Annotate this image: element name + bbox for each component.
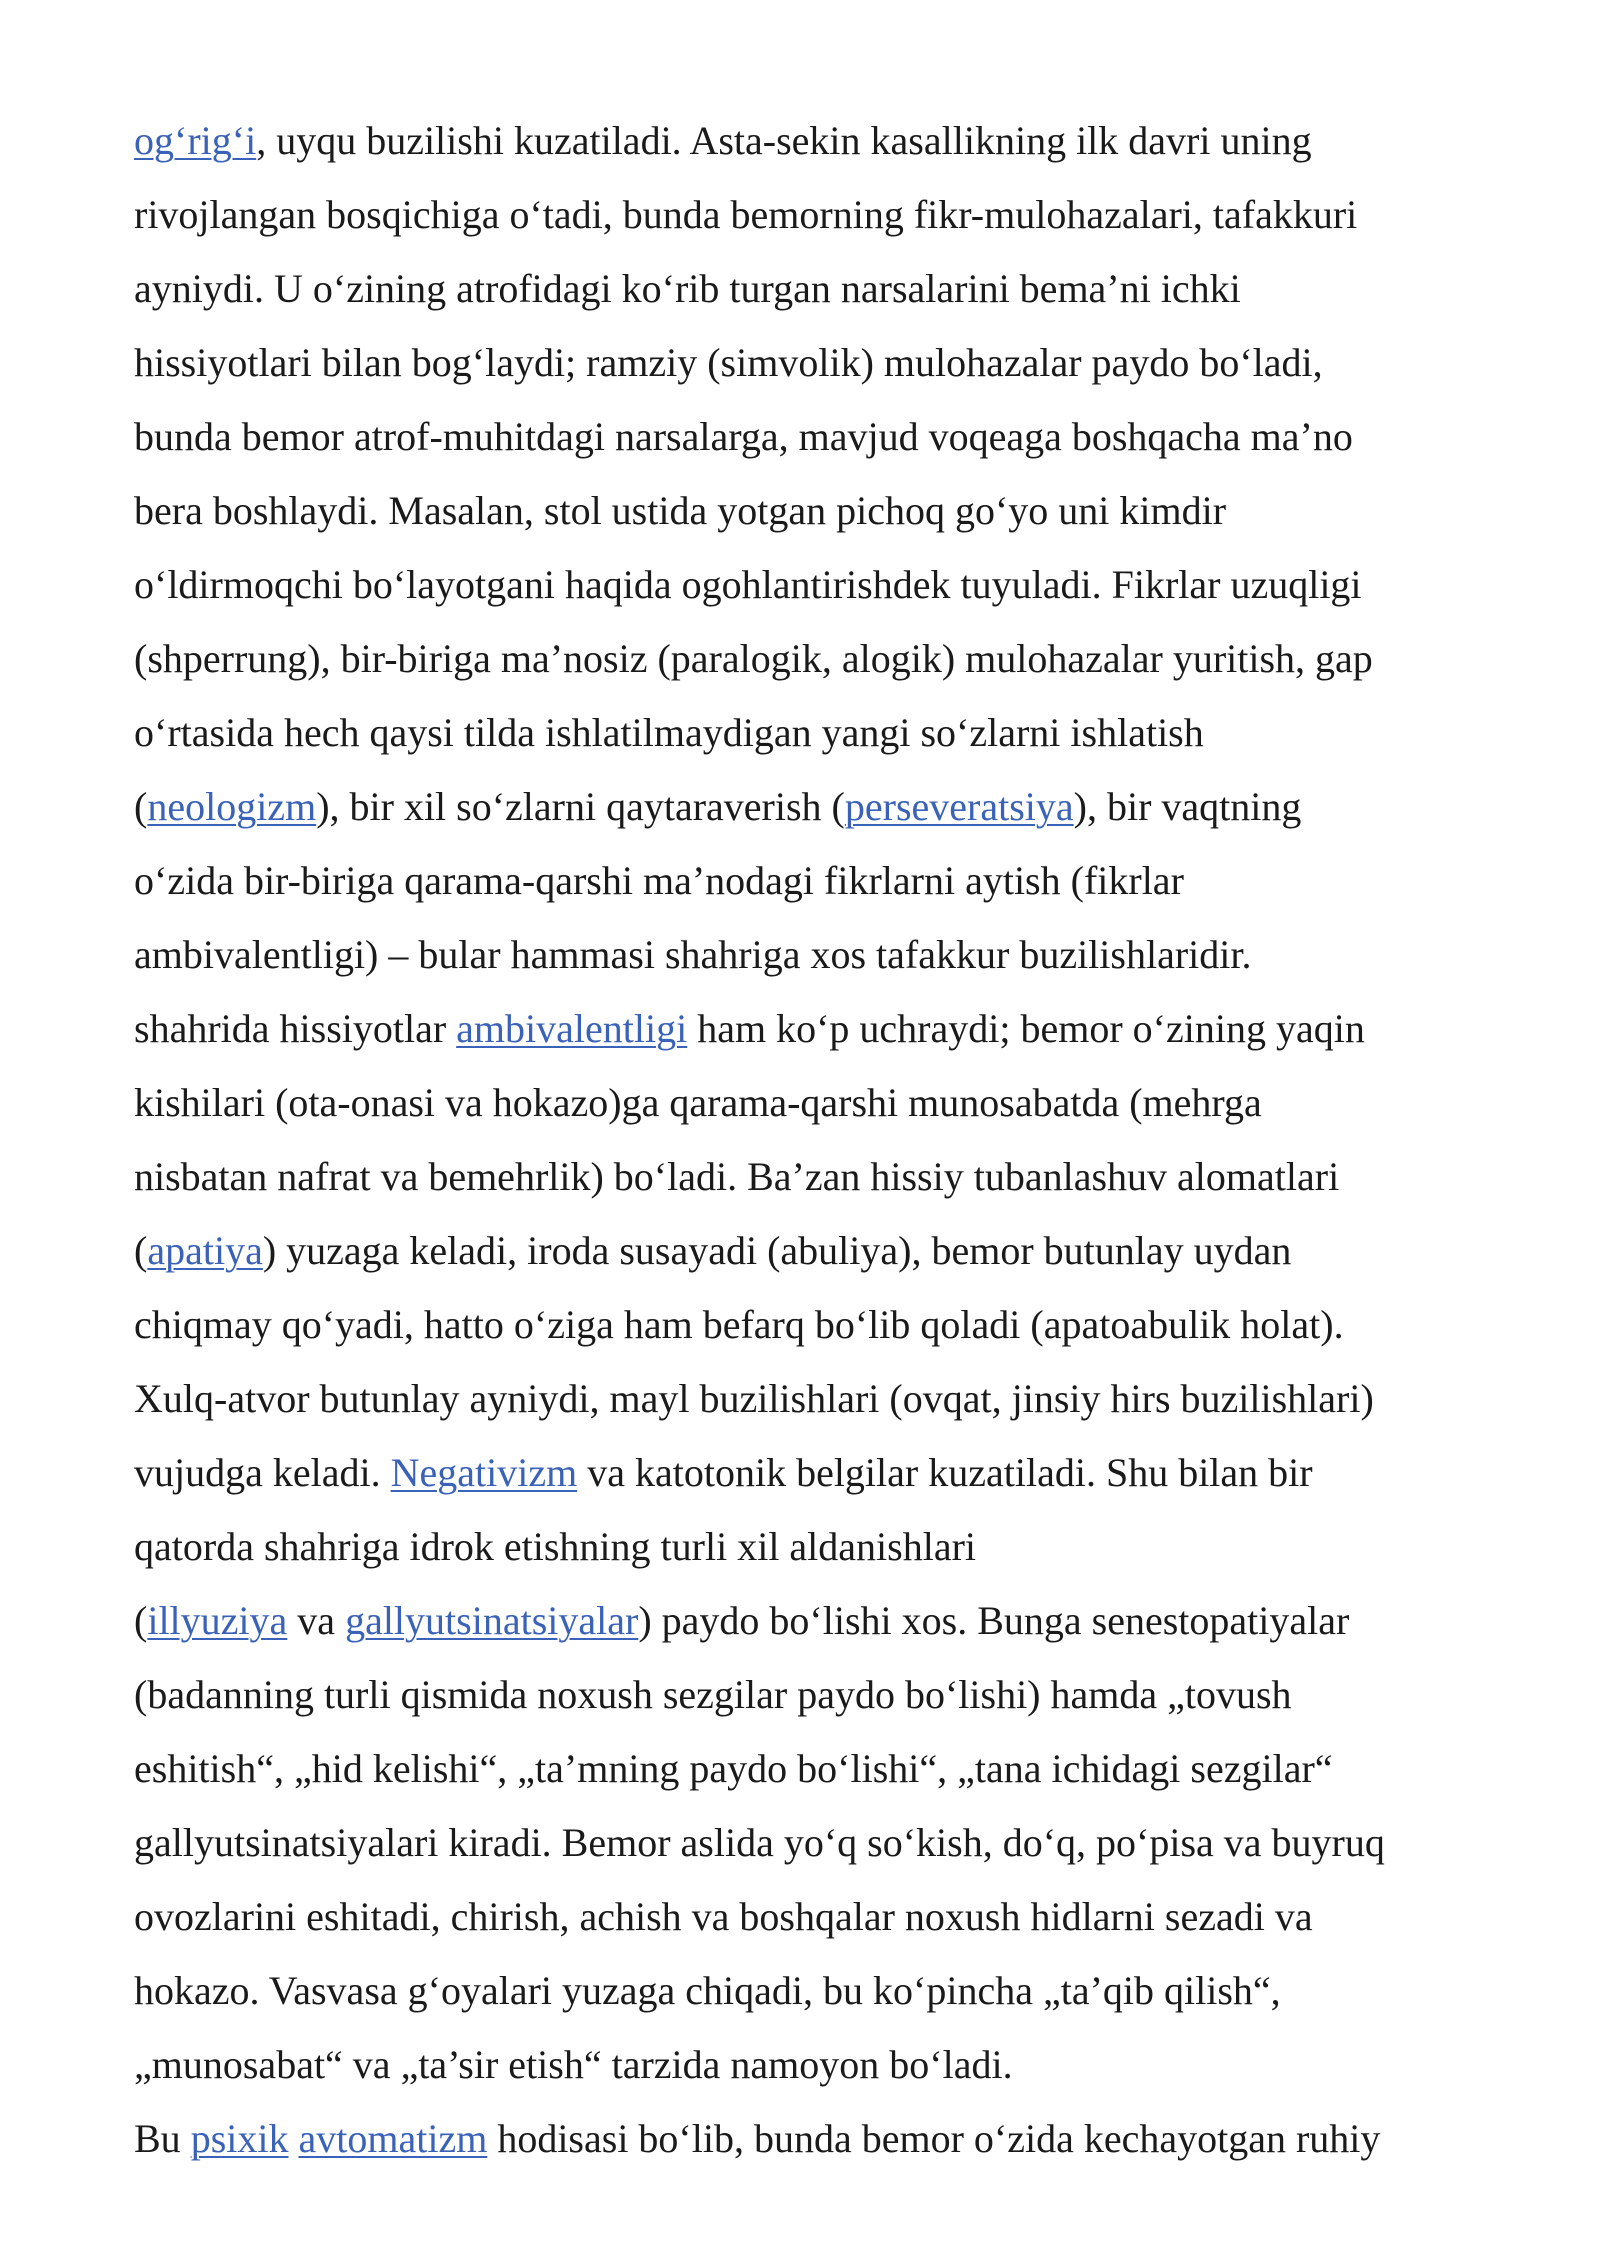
text-line xyxy=(134,260,1534,334)
text-line xyxy=(134,630,1534,704)
text-line xyxy=(134,1592,1534,1666)
text-line xyxy=(134,1740,1534,1814)
text-segment: ham ko‘p uchraydi; bemor o‘zining yaqin xyxy=(687,1006,1365,1051)
text-segment: nisbatan nafrat va bemehrlik) bo‘ladi. Ba’zan hissiy tubanlashuv alomatlari xyxy=(134,1154,1340,1199)
text-segment: ( xyxy=(134,784,148,829)
text-segment: ), bir vaqtning xyxy=(1073,784,1302,829)
text-line xyxy=(134,1962,1534,2036)
text-segment: chiqmay qo‘yadi, hatto o‘ziga ham befarq bo‘lib qoladi (apatoabulik holat). xyxy=(134,1302,1344,1347)
link-illyuziya[interactable]: illyuziya xyxy=(147,1598,288,1643)
link-apatiya[interactable]: apatiya xyxy=(147,1228,263,1273)
text-segment: Xulq-atvor butunlay ayniydi, mayl buzilishlari (ovqat, jinsiy hirs buzilishlari) xyxy=(134,1376,1374,1421)
text-line xyxy=(134,1222,1534,1296)
text-segment: Bu xyxy=(134,2116,191,2161)
link-perseveratsiya[interactable]: perseveratsiya xyxy=(844,784,1074,829)
text-line xyxy=(134,1000,1534,1074)
text-line xyxy=(134,1296,1534,1370)
text-segment: hissiyotlari bilan bog‘laydi; ramziy (simvolik) mulohazalar paydo bo‘ladi, xyxy=(134,340,1323,385)
text-segment: ), bir xil so‘zlarni qaytaraverish ( xyxy=(316,784,845,829)
text-segment: ) yuzaga keladi, iroda susayadi (abuliya), bemor butunlay uydan xyxy=(262,1228,1292,1273)
text-segment: ovozlarini eshitadi, chirish, achish va boshqalar noxush hidlarni sezadi va xyxy=(134,1894,1313,1939)
text-line xyxy=(134,1518,1534,1592)
text-line xyxy=(134,1148,1534,1222)
link-negativizm[interactable]: Negativizm xyxy=(390,1450,578,1495)
text-segment: ( xyxy=(134,1598,148,1643)
text-segment: ambivalentligi) – bular hammasi shahriga xos tafakkur buzilishlaridir. xyxy=(134,932,1252,977)
link-og-rig-i[interactable]: og‘rig‘i xyxy=(134,118,257,163)
text-line xyxy=(134,778,1534,852)
text-line xyxy=(134,112,1534,186)
text-segment: o‘ldirmoqchi bo‘layotgani haqida ogohlantirishdek tuyuladi. Fikrlar uzuqligi xyxy=(134,562,1362,607)
text-segment: bunda bemor atrof-muhitdagi narsalarga, mavjud voqeaga boshqacha ma’no xyxy=(134,414,1353,459)
text-line xyxy=(134,556,1534,630)
text-segment: ayniydi. U o‘zining atrofidagi ko‘rib turgan narsalarini bema’ni ichki xyxy=(134,266,1241,311)
text-segment: , uyqu buzilishi kuzatiladi. Asta-sekin kasallikning ilk davri uning xyxy=(256,118,1312,163)
text-segment: gallyutsinatsiyalari kiradi. Bemor aslida yo‘q so‘kish, do‘q, po‘pisa va buyruq xyxy=(134,1820,1385,1865)
text-segment: kishilari (ota-onasi va hokazo)ga qarama-qarshi munosabatda (mehrga xyxy=(134,1080,1262,1125)
link-psixik[interactable]: psixik xyxy=(190,2116,289,2161)
link-gallyutsinatsiyalar[interactable]: gallyutsinatsiyalar xyxy=(345,1598,639,1643)
link-neologizm[interactable]: neologizm xyxy=(147,784,317,829)
text-segment: hokazo. Vasvasa g‘oyalari yuzaga chiqadi, bu ko‘pincha „ta’qib qilish“, xyxy=(134,1968,1281,2013)
text-segment: ( xyxy=(134,1228,148,1273)
text-line xyxy=(134,408,1534,482)
text-line xyxy=(134,704,1534,778)
text-segment: (badanning turli qismida noxush sezgilar paydo bo‘lishi) hamda „tovush xyxy=(134,1672,1292,1717)
text-segment xyxy=(288,2116,298,2161)
text-segment: hodisasi bo‘lib, bunda bemor o‘zida kechayotgan ruhiy xyxy=(487,2116,1381,2161)
text-segment: o‘rtasida hech qaysi tilda ishlatilmaydigan yangi so‘zlarni ishlatish xyxy=(134,710,1204,755)
text-line xyxy=(134,186,1534,260)
text-segment: va xyxy=(287,1598,346,1643)
text-segment: vujudga keladi. xyxy=(134,1450,391,1495)
text-segment: „munosabat“ va „ta’sir etish“ tarzida namoyon bo‘ladi. xyxy=(134,2042,1013,2087)
text-segment: bera boshlaydi. Masalan, stol ustida yotgan pichoq go‘yo uni kimdir xyxy=(134,488,1227,533)
text-line xyxy=(134,1444,1534,1518)
text-line xyxy=(134,334,1534,408)
text-segment: o‘zida bir-biriga qarama-qarshi ma’nodagi fikrlarni aytish (fikrlar xyxy=(134,858,1184,903)
text-line xyxy=(134,2036,1534,2110)
text-line xyxy=(134,1814,1534,1888)
text-line xyxy=(134,1074,1534,1148)
text-segment: eshitish“, „hid kelishi“, „ta’mning paydo bo‘lishi“, „tana ichidagi sezgilar“ xyxy=(134,1746,1333,1791)
document-text xyxy=(134,112,1534,2184)
text-line xyxy=(134,1666,1534,1740)
text-line xyxy=(134,1370,1534,1444)
text-line xyxy=(134,926,1534,1000)
text-segment: qatorda shahriga idrok etishning turli xil aldanishlari xyxy=(134,1524,977,1569)
link-avtomatizm[interactable]: avtomatizm xyxy=(298,2116,488,2161)
text-line xyxy=(134,2110,1534,2184)
text-segment: rivojlangan bosqichiga o‘tadi, bunda bemorning fikr-mulohazalari, tafakkuri xyxy=(134,192,1358,237)
text-segment: (shperrung), bir-biriga ma’nosiz (paralogik, alogik) mulohazalar yuritish, gap xyxy=(134,636,1373,681)
text-segment: va katotonik belgilar kuzatiladi. Shu bilan bir xyxy=(577,1450,1313,1495)
text-line xyxy=(134,1888,1534,1962)
link-ambivalentligi[interactable]: ambivalentligi xyxy=(456,1006,688,1051)
text-line xyxy=(134,482,1534,556)
text-segment: shahrida hissiyotlar xyxy=(134,1006,457,1051)
text-line xyxy=(134,852,1534,926)
text-segment: ) paydo bo‘lishi xos. Bunga senestopatiyalar xyxy=(638,1598,1350,1643)
